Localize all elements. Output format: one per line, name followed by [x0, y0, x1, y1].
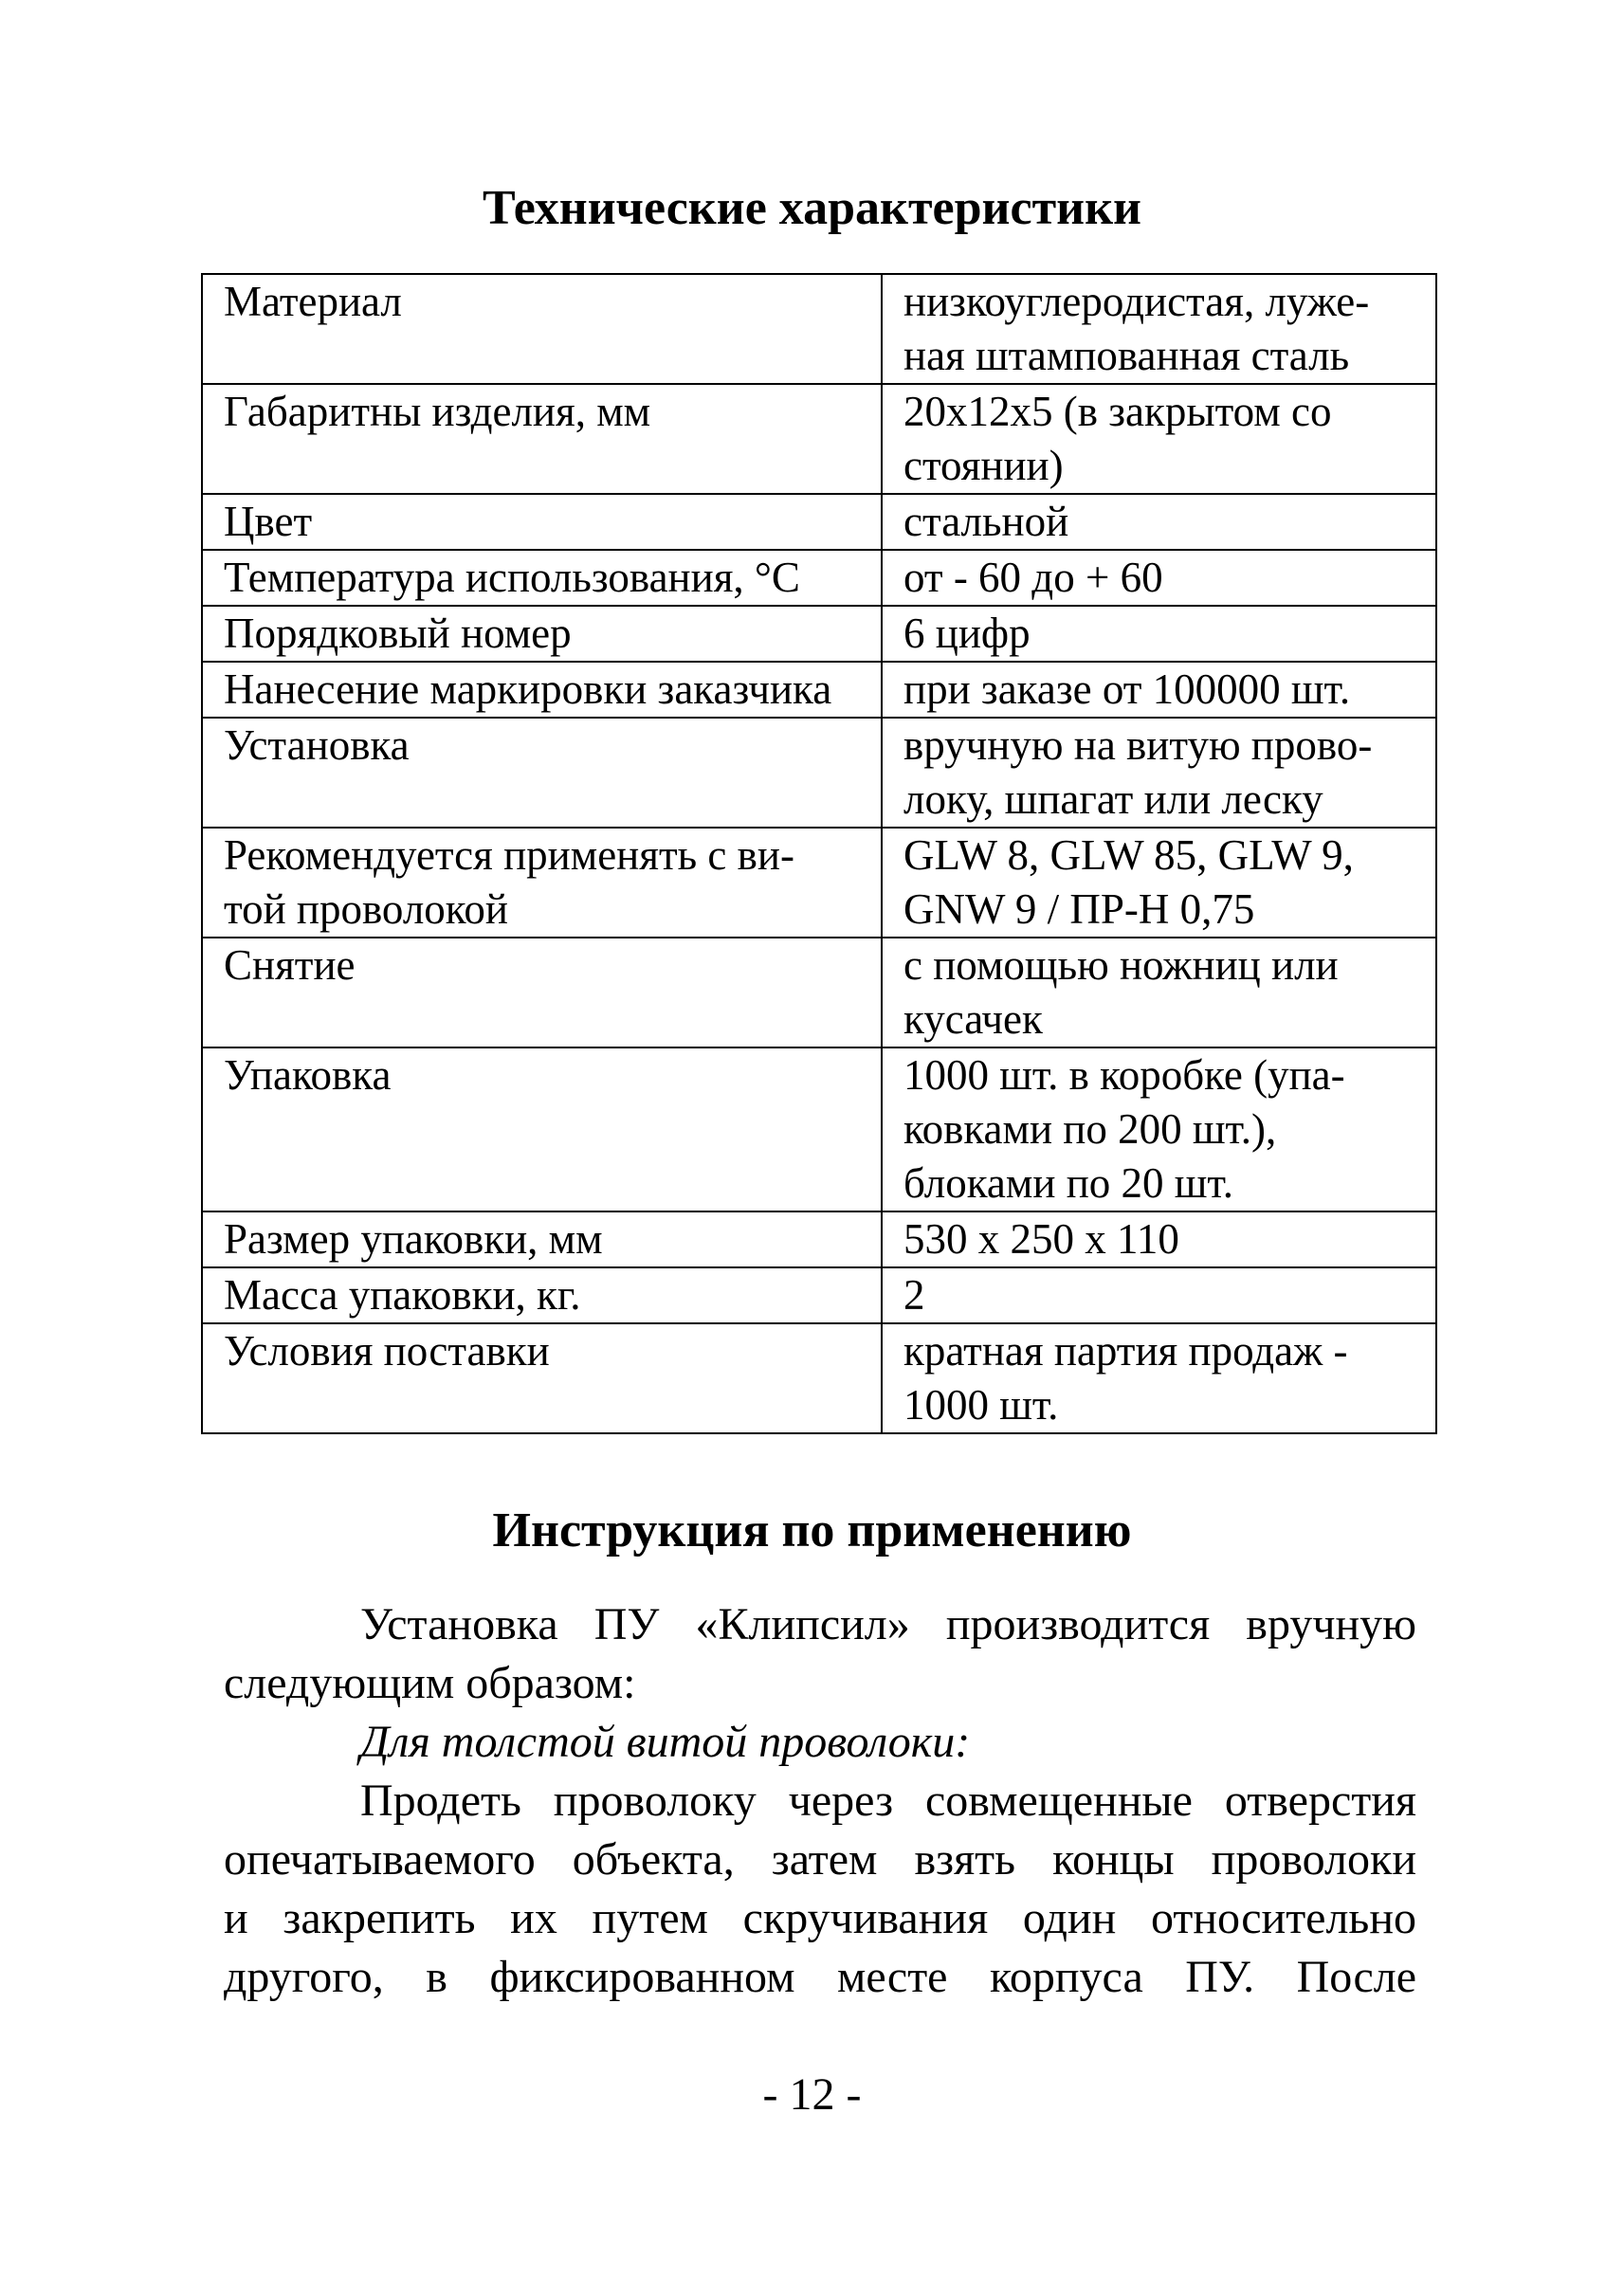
body-line: другого, в фиксированном месте корпуса ПУ. После [224, 1952, 1416, 2002]
body-line: и закрепить их путем скручивания один относительно [224, 1893, 1416, 1943]
specs-row [202, 1047, 1436, 1211]
spec-value-line: 20x12x5 (в закрытом со [903, 388, 1332, 435]
spec-label-line: Масса упаковки, кг. [224, 1271, 581, 1319]
specs-table-body [202, 274, 1436, 1433]
spec-value-line: стальной [903, 498, 1069, 545]
specs-row [202, 1323, 1436, 1433]
spec-value-line: ная штампованная сталь [903, 332, 1350, 379]
specs-row [202, 606, 1436, 662]
spec-label-cell [202, 938, 882, 1047]
spec-label-line: Размер упаковки, мм [224, 1215, 603, 1263]
spec-label-line: той проволокой [224, 885, 508, 933]
spec-value-line: 2 [903, 1271, 925, 1319]
spec-value-cell [882, 828, 1436, 938]
spec-label-line: Упаковка [224, 1051, 392, 1099]
spec-value-cell [882, 494, 1436, 550]
spec-label-cell [202, 494, 882, 550]
specs-row [202, 828, 1436, 938]
instructions-subheading: Для толстой витой проволоки: [360, 1717, 971, 1767]
instructions-text [224, 1595, 1416, 2007]
instructions-title: Инструкция по применению [492, 1503, 1132, 1557]
spec-label-cell [202, 828, 882, 938]
spec-value-line: от - 60 до + 60 [903, 554, 1163, 601]
spec-label-line: Материал [224, 278, 402, 325]
spec-label-cell [202, 1047, 882, 1211]
spec-value-line: вручную на витую прово- [903, 721, 1373, 769]
specs-row [202, 494, 1436, 550]
spec-label-line: Цвет [224, 498, 313, 545]
specs-row [202, 938, 1436, 1047]
spec-label-line: Установка [224, 721, 410, 769]
specs-row [202, 1211, 1436, 1267]
body-line: опечатываемого объекта, затем взять концы проволоки [224, 1834, 1416, 1885]
spec-value-cell [882, 1323, 1436, 1433]
spec-label-cell [202, 384, 882, 494]
spec-label-cell [202, 718, 882, 828]
spec-value-cell [882, 384, 1436, 494]
body-line: Продеть проволоку через совмещенные отверстия [360, 1776, 1416, 1826]
spec-value-line: блоками по 20 шт. [903, 1159, 1233, 1207]
spec-label-line: Температура использования, °С [224, 554, 800, 601]
spec-value-cell [882, 550, 1436, 606]
intro-line-2: следующим образом: [224, 1658, 636, 1708]
intro-line-1: Установка ПУ «Клипсил» производится вручную [360, 1599, 1416, 1649]
spec-value-cell [882, 662, 1436, 718]
spec-label-line: Снятие [224, 941, 356, 989]
spec-label-cell [202, 274, 882, 384]
spec-value-cell [882, 718, 1436, 828]
spec-value-line: при заказе от 100000 шт. [903, 665, 1351, 713]
spec-value-line: стоянии) [903, 442, 1064, 489]
spec-value-line: GNW 9 / ПР-Н 0,75 [903, 885, 1255, 933]
spec-value-cell [882, 1267, 1436, 1323]
spec-label-cell [202, 662, 882, 718]
spec-label-line: Рекомендуется применять с ви- [224, 831, 794, 879]
specs-row [202, 718, 1436, 828]
spec-label-cell [202, 550, 882, 606]
spec-value-cell [882, 938, 1436, 1047]
spec-value-line: 1000 шт. [903, 1381, 1059, 1429]
specs-row [202, 384, 1436, 494]
specs-title: Технические характеристики [483, 181, 1141, 235]
specs-row [202, 1267, 1436, 1323]
spec-value-line: низкоуглеродистая, луже- [903, 278, 1370, 325]
specs-row [202, 550, 1436, 606]
spec-value-line: GLW 8, GLW 85, GLW 9, [903, 831, 1354, 879]
spec-label-line: Порядковый номер [224, 610, 572, 657]
spec-value-cell [882, 606, 1436, 662]
spec-value-cell [882, 1047, 1436, 1211]
specs-row [202, 662, 1436, 718]
spec-value-cell [882, 274, 1436, 384]
spec-label-cell [202, 1267, 882, 1323]
specs-table [201, 273, 1437, 1434]
spec-value-line: 6 цифр [903, 610, 1031, 657]
specs-row [202, 274, 1436, 384]
spec-value-line: локу, шпагат или леску [903, 775, 1323, 823]
spec-label-cell [202, 1323, 882, 1433]
spec-value-cell [882, 1211, 1436, 1267]
spec-value-line: кратная партия продаж - [903, 1327, 1348, 1375]
spec-value-line: 530 х 250 х 110 [903, 1215, 1179, 1263]
spec-label-cell [202, 606, 882, 662]
spec-label-line: Условия поставки [224, 1327, 550, 1375]
spec-value-line: с помощью ножниц или [903, 941, 1339, 989]
page-number: - 12 - [762, 2069, 862, 2120]
spec-label-line: Нанесение маркировки заказчика [224, 665, 832, 713]
spec-value-line: кусачек [903, 995, 1043, 1043]
spec-value-line: ковками по 200 шт.), [903, 1105, 1277, 1153]
spec-label-cell [202, 1211, 882, 1267]
spec-value-line: 1000 шт. в коробке (упа- [903, 1051, 1345, 1099]
spec-label-line: Габаритны изделия, мм [224, 388, 651, 435]
